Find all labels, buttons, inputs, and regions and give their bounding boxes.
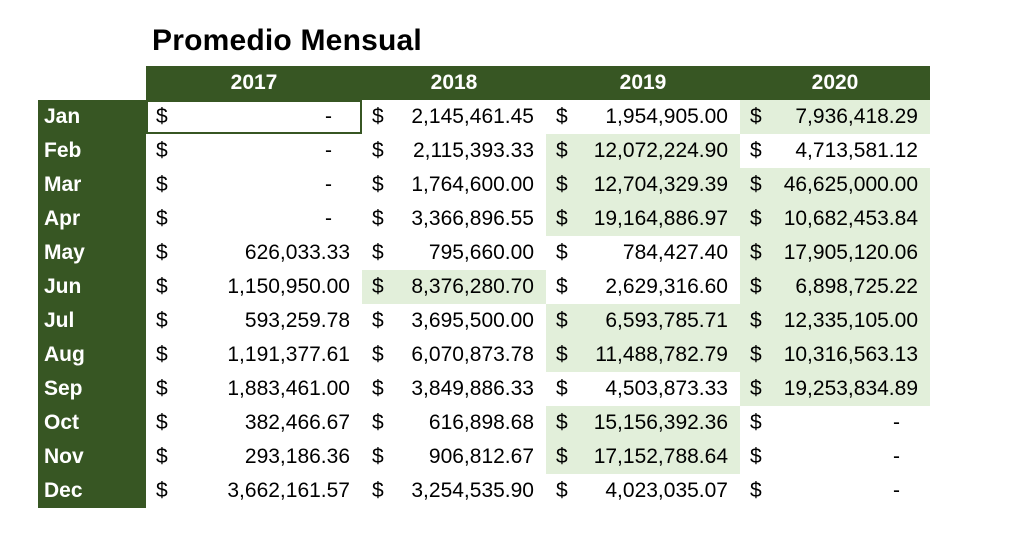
currency-symbol: $ — [556, 343, 568, 366]
value-cell[interactable] — [740, 236, 930, 270]
cell-value: 6,070,873.78 — [411, 343, 534, 366]
table-row — [38, 134, 930, 168]
month-label[interactable]: Sep — [38, 372, 146, 406]
currency-symbol: $ — [372, 139, 384, 162]
value-cell[interactable] — [146, 372, 362, 406]
value-cell[interactable] — [146, 202, 362, 236]
currency-symbol: $ — [372, 377, 384, 400]
value-cell[interactable] — [546, 372, 740, 406]
cell-value: 11,488,782.79 — [595, 343, 728, 366]
currency-symbol: $ — [372, 207, 384, 230]
value-cell[interactable] — [546, 338, 740, 372]
cell-value: 10,682,453.84 — [783, 207, 918, 230]
month-label[interactable]: May — [38, 236, 146, 270]
value-cell[interactable] — [146, 134, 362, 168]
table-row — [38, 202, 930, 236]
currency-symbol: $ — [556, 479, 568, 502]
currency-symbol: $ — [372, 343, 384, 366]
currency-symbol: $ — [156, 445, 168, 468]
cell-value: 4,713,581.12 — [795, 139, 918, 162]
value-cell[interactable] — [546, 100, 740, 134]
currency-symbol: $ — [556, 139, 568, 162]
currency-symbol: $ — [750, 309, 762, 332]
value-cell[interactable] — [146, 304, 362, 338]
value-cell[interactable] — [362, 202, 546, 236]
cell-value: 2,115,393.33 — [412, 139, 534, 162]
currency-symbol: $ — [156, 343, 168, 366]
year-header-2017[interactable]: 2017 — [146, 66, 362, 100]
value-cell[interactable] — [546, 134, 740, 168]
value-cell[interactable] — [362, 100, 546, 134]
currency-symbol: $ — [156, 377, 168, 400]
value-cell[interactable] — [546, 474, 740, 508]
month-label[interactable]: Apr — [38, 202, 146, 236]
currency-symbol: $ — [750, 173, 762, 196]
year-header-2020[interactable]: 2020 — [740, 66, 930, 100]
cell-value: 382,466.67 — [244, 411, 350, 434]
cell-value: 7,936,418.29 — [795, 105, 918, 128]
cell-value: 17,152,788.64 — [593, 445, 728, 468]
cell-value: 46,625,000.00 — [783, 173, 918, 196]
currency-symbol: $ — [372, 173, 384, 196]
cell-value: 1,883,461.00 — [227, 377, 350, 400]
cell-value: 12,072,224.90 — [593, 139, 728, 162]
table-row — [38, 474, 930, 508]
table-row — [38, 168, 930, 202]
table-row — [38, 304, 930, 338]
cell-value: 3,254,535.90 — [411, 479, 534, 502]
currency-symbol: $ — [556, 105, 568, 128]
currency-symbol: $ — [556, 377, 568, 400]
table-row — [38, 270, 930, 304]
cell-value: 795,660.00 — [428, 241, 534, 264]
month-label[interactable]: Nov — [38, 440, 146, 474]
cell-value: - — [893, 479, 900, 502]
cell-value: 12,704,329.39 — [593, 173, 728, 196]
cell-value: 1,191,377.61 — [227, 343, 350, 366]
currency-symbol: $ — [750, 139, 762, 162]
month-label[interactable]: Jun — [38, 270, 146, 304]
value-cell[interactable] — [740, 270, 930, 304]
cell-value: 19,253,834.89 — [783, 377, 918, 400]
cell-value: - — [325, 105, 332, 128]
cell-value: - — [893, 411, 900, 434]
header-row — [38, 66, 930, 100]
cell-value: 15,156,392.36 — [593, 411, 728, 434]
value-cell[interactable] — [740, 338, 930, 372]
value-cell[interactable] — [146, 100, 362, 134]
cell-value: 3,662,161.57 — [227, 479, 350, 502]
cell-value: - — [325, 139, 332, 162]
cell-value: 3,695,500.00 — [411, 309, 534, 332]
table-body — [38, 100, 930, 508]
currency-symbol: $ — [156, 309, 168, 332]
currency-symbol: $ — [372, 445, 384, 468]
value-cell[interactable] — [740, 440, 930, 474]
cell-value: 17,905,120.06 — [783, 241, 918, 264]
cell-value: 1,150,950.00 — [227, 275, 350, 298]
currency-symbol: $ — [556, 411, 568, 434]
value-cell[interactable] — [546, 304, 740, 338]
cell-value: 616,898.68 — [428, 411, 534, 434]
year-header-2019[interactable]: 2019 — [546, 66, 740, 100]
value-cell[interactable] — [740, 202, 930, 236]
currency-symbol: $ — [156, 411, 168, 434]
month-label[interactable]: Feb — [38, 134, 146, 168]
value-cell[interactable] — [546, 202, 740, 236]
table-row — [38, 440, 930, 474]
value-cell[interactable] — [546, 440, 740, 474]
cell-value: 12,335,105.00 — [783, 309, 918, 332]
value-cell[interactable] — [146, 406, 362, 440]
sheet-title: Promedio Mensual — [152, 24, 422, 57]
currency-symbol: $ — [750, 241, 762, 264]
currency-symbol: $ — [372, 241, 384, 264]
value-cell[interactable] — [146, 236, 362, 270]
currency-symbol: $ — [750, 343, 762, 366]
value-cell[interactable] — [362, 134, 546, 168]
cell-value: 2,145,461.45 — [411, 105, 534, 128]
currency-symbol: $ — [556, 207, 568, 230]
value-cell[interactable] — [546, 168, 740, 202]
currency-symbol: $ — [556, 309, 568, 332]
cell-value: - — [893, 445, 900, 468]
value-cell[interactable] — [740, 134, 930, 168]
value-cell[interactable] — [740, 100, 930, 134]
table-row — [38, 406, 930, 440]
month-label[interactable]: Jul — [38, 304, 146, 338]
cell-value: 10,316,563.13 — [783, 343, 918, 366]
currency-symbol: $ — [372, 105, 384, 128]
cell-value: 293,186.36 — [244, 445, 350, 468]
table-row — [38, 372, 930, 406]
currency-symbol: $ — [750, 479, 762, 502]
cell-value: 626,033.33 — [244, 241, 350, 264]
month-label[interactable]: Jan — [38, 100, 146, 134]
value-cell[interactable] — [146, 440, 362, 474]
currency-symbol: $ — [750, 377, 762, 400]
value-cell[interactable] — [362, 236, 546, 270]
table-row — [38, 100, 930, 134]
cell-value: 19,164,886.97 — [593, 207, 728, 230]
currency-symbol: $ — [156, 275, 168, 298]
value-cell[interactable] — [740, 372, 930, 406]
cell-value: 593,259.78 — [244, 309, 350, 332]
value-cell[interactable] — [362, 304, 546, 338]
cell-value: - — [325, 173, 332, 196]
currency-symbol: $ — [156, 207, 168, 230]
value-cell[interactable] — [146, 270, 362, 304]
cell-value: 1,954,905.00 — [605, 105, 728, 128]
currency-symbol: $ — [556, 241, 568, 264]
currency-symbol: $ — [750, 445, 762, 468]
value-cell[interactable] — [146, 168, 362, 202]
value-cell[interactable] — [362, 440, 546, 474]
currency-symbol: $ — [372, 275, 384, 298]
currency-symbol: $ — [556, 173, 568, 196]
currency-symbol: $ — [750, 105, 762, 128]
cell-value: 6,593,785.71 — [605, 309, 728, 332]
value-cell[interactable] — [362, 168, 546, 202]
currency-symbol: $ — [372, 479, 384, 502]
header-corner — [38, 66, 146, 100]
currency-symbol: $ — [156, 241, 168, 264]
table-row — [38, 236, 930, 270]
cell-value: 906,812.67 — [428, 445, 534, 468]
currency-symbol: $ — [556, 275, 568, 298]
cell-value: 8,376,280.70 — [411, 275, 534, 298]
value-cell[interactable] — [362, 372, 546, 406]
currency-symbol: $ — [156, 173, 168, 196]
currency-symbol: $ — [750, 275, 762, 298]
value-cell[interactable] — [740, 304, 930, 338]
cell-value: 784,427.40 — [622, 241, 728, 264]
currency-symbol: $ — [372, 411, 384, 434]
currency-symbol: $ — [372, 309, 384, 332]
currency-symbol: $ — [156, 139, 168, 162]
value-cell[interactable] — [146, 338, 362, 372]
value-cell[interactable] — [362, 474, 546, 508]
currency-symbol: $ — [556, 445, 568, 468]
cell-value: 3,366,896.55 — [411, 207, 534, 230]
cell-value: 4,503,873.33 — [605, 377, 728, 400]
cell-value: 1,764,600.00 — [411, 173, 534, 196]
table-row — [38, 338, 930, 372]
cell-value: 2,629,316.60 — [605, 275, 728, 298]
monthly-average-table — [38, 66, 930, 508]
month-label[interactable]: Dec — [38, 474, 146, 508]
currency-symbol: $ — [156, 105, 168, 128]
value-cell[interactable] — [740, 474, 930, 508]
value-cell[interactable] — [362, 270, 546, 304]
value-cell[interactable] — [146, 474, 362, 508]
value-cell[interactable] — [362, 338, 546, 372]
year-header-2018[interactable]: 2018 — [362, 66, 546, 100]
value-cell[interactable] — [740, 406, 930, 440]
month-label[interactable]: Mar — [38, 168, 146, 202]
value-cell[interactable] — [546, 270, 740, 304]
month-label[interactable]: Oct — [38, 406, 146, 440]
value-cell[interactable] — [546, 236, 740, 270]
currency-symbol: $ — [156, 479, 168, 502]
cell-value: 3,849,886.33 — [411, 377, 534, 400]
currency-symbol: $ — [750, 411, 762, 434]
value-cell[interactable] — [740, 168, 930, 202]
value-cell[interactable] — [546, 406, 740, 440]
month-label[interactable]: Aug — [38, 338, 146, 372]
currency-symbol: $ — [750, 207, 762, 230]
cell-value: 4,023,035.07 — [605, 479, 728, 502]
value-cell[interactable] — [362, 406, 546, 440]
cell-value: - — [325, 207, 332, 230]
cell-value: 6,898,725.22 — [795, 275, 918, 298]
